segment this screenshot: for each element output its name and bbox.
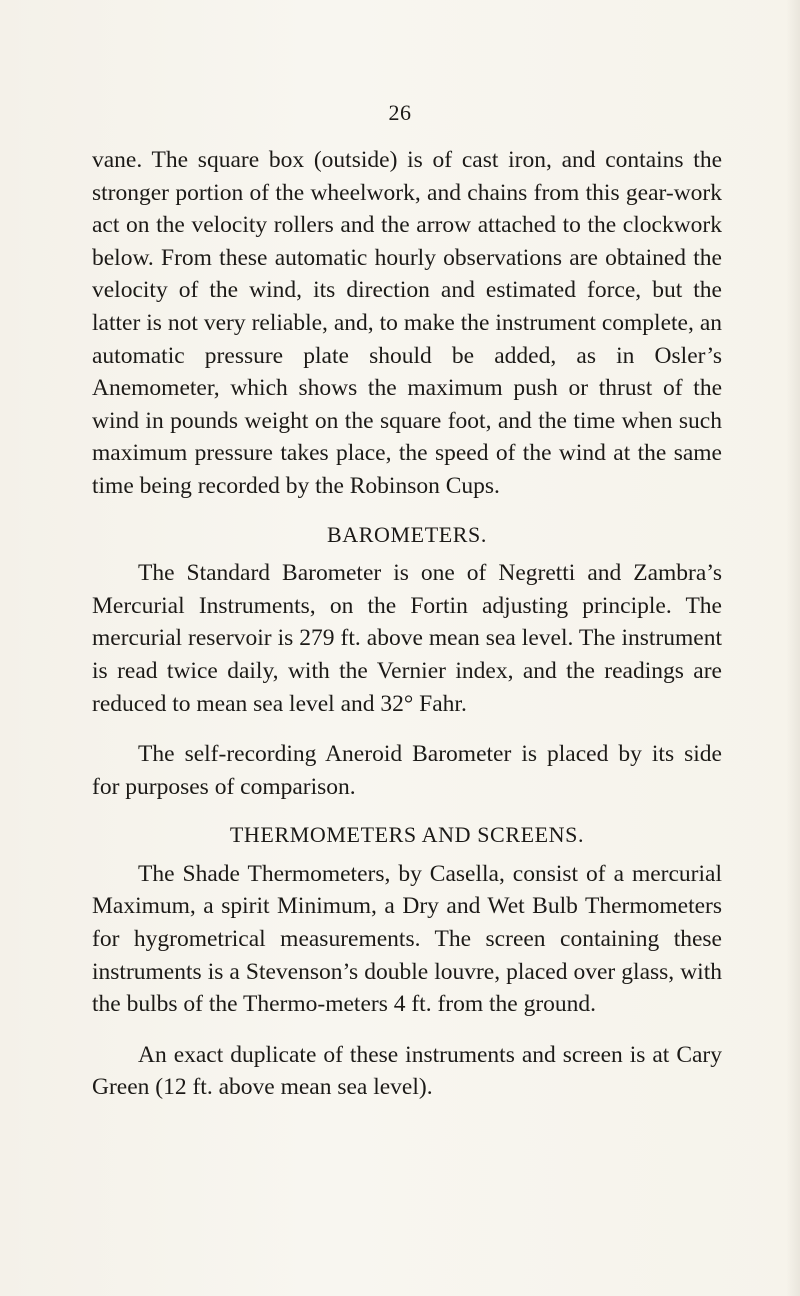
paragraph-shade-thermometers: The Shade Thermometers, by Casella, consist of a mercurial Maximum, a spirit Minimum, a Dry and Wet Bulb Thermometers for hygrometrical measurements. The screen containing these instruments is a Stevenson’s double louvre, placed over glass, with the bulbs of the Thermo-meters 4 ft. from the ground. — [92, 860, 722, 1018]
paragraph-cary-green-duplicate: An exact duplicate of these instruments and screen is at Cary Green (12 ft. above mean sea level). — [92, 1041, 722, 1101]
page-body — [92, 144, 722, 1104]
paragraph-aneroid-barometer: The self-recording Aneroid Barometer is placed by its side for purposes of comparison. — [92, 741, 722, 800]
paragraph-anemometer-continued: vane. The square box (outside) is of cast iron, and contains the stronger portion of the wheelwork, and chains from this gear-work act on the velocity rollers and the arrow attached to the clockwork below. From these automatic hourly observations are obtained the velocity of the wind, its direction and estimated force, but the latter is not very reliable, and, to make the instrument complete, an automatic pressure plate should be added, as in Osler’s Anemometer, which shows the maximum push or thrust of the wind in pounds weight on the square foot, and the time when such maximum pressure takes place, the speed of the wind at the same time being recorded by the Robinson Cups. — [92, 147, 722, 499]
paragraph-standard-barometer: The Standard Barometer is one of Negretti and Zambra’s Mercurial Instruments, on the Fortin adjusting principle. The mercurial reservoir is 279 ft. above mean sea level. The instrument is read twice daily, with the Vernier index, and the readings are reduced to mean sea level and 32° Fahr. — [92, 560, 722, 717]
page-number: 26 — [388, 100, 412, 125]
section-heading-thermometers-and-screens: THERMOMETERS AND SCREENS. — [229, 822, 585, 848]
page-edge-shadow — [786, 0, 800, 1296]
section-heading-barometers: BAROMETERS. — [326, 521, 487, 547]
